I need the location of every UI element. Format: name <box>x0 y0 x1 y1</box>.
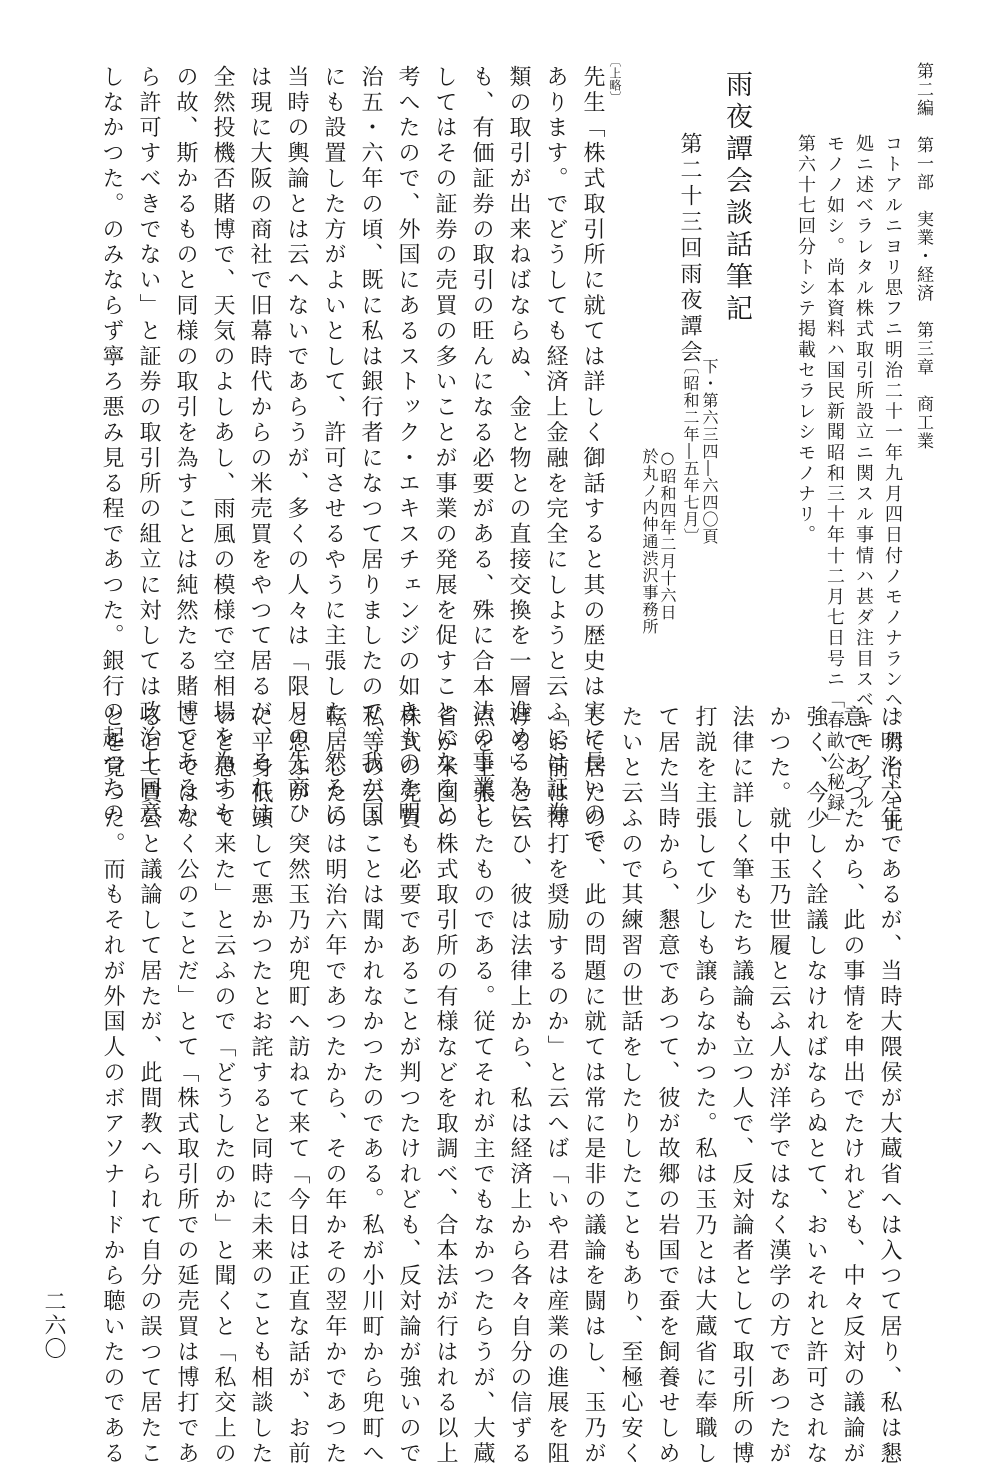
body-line: ら許可すべきでない」と証券の取引所の組立に対しては政治上同意 <box>136 65 161 827</box>
body-line: 考へたので、外国にあるストック・エキスチェンジの如きものを明 <box>395 65 420 827</box>
body-line: ことではなく公のことだ」とて「株式取引所での延売買は博打であ <box>174 705 199 1467</box>
body-line: 法律に詳しく筆もたち議論も立つ人で、反対論者として取引所の博 <box>729 705 754 1467</box>
body-line: しなかつた。のみならず寧ろ悪み見る程であつた。銀行の起つたの <box>99 65 124 827</box>
page-number: 二六〇 <box>41 1290 66 1361</box>
body-line: してはその証券の売買の多いことが事業の発展を促すことになると <box>432 65 457 827</box>
body-line: 省が米国の株式取引所の有様などを取調べ、合本法が行はれる以上 <box>433 705 458 1467</box>
body-line: 類の取引が出来ねばならぬ、金と物との直接交換を一層進める為に <box>506 65 531 827</box>
body-line: とを覚つた。而もそれが外国人のボアソナードから聴いたのである <box>100 705 125 1467</box>
meeting-date: ○昭和四年二月十六日 <box>658 448 677 621</box>
source-volume: 下・第六三四―六四〇頁 <box>700 358 719 545</box>
document-title: 雨夜譚会談話筆記 <box>721 70 752 326</box>
note-line: コトアルニヨリ思フニ明治二十一年九月四日付ノモノナランヘ。然レドモ此 <box>882 134 903 835</box>
body-line: の故、斯かるものと同様の取引を為すことは純然たる賭博であるか <box>173 65 198 827</box>
body-line: あります。でどうしても経済上金融を完全にしようと云ふには証券 <box>543 65 568 827</box>
meeting-title: 第二十三回雨夜譚会 <box>677 132 702 366</box>
source-years: 〔昭和二年―五年七月〕 <box>681 358 700 545</box>
body-line: るとて貴公と議論して居たが、此間教へられて自分の誤つて居たこ <box>137 705 162 1467</box>
body-line: いと思つて来た」と云ふので「どうしたのか」と聞くと「私交上の <box>211 705 236 1467</box>
body-line: は現に大阪の商社で旧幕時代からの米売買をやつて居るが、それは <box>247 65 272 827</box>
body-line: 転居したのは明治六年であつたから、その年かその翌年かであつた <box>322 705 347 1467</box>
body-line: して居たので、此の問題に就ては常に是非の議論を闘はし、玉乃が <box>581 705 606 1467</box>
note-line: 処ニ述ベラレタル株式取引所設立ニ関スル事情ハ甚ダ注目スベキモノアル <box>853 134 874 814</box>
body-line: 当時の輿論とは云へないであらうが、多くの人々は「限月の先商ひ <box>284 65 309 827</box>
body-line: て居た当時から、懇意であつて、彼が故郷の岩国で蚕を飼養せしめ <box>655 705 680 1467</box>
body-line: は明治六年であるが、当時大隈侯が大蔵省へは入つて居り、私は懇 <box>877 705 902 1467</box>
body-line: 「お前は博打を奨励するのか」と云へば「いや君は産業の進展を阻 <box>544 705 569 1467</box>
body-line: と思ふが、突然玉乃が兜町へ訪ねて来て「今日は正直な話が、お前 <box>285 705 310 1467</box>
body-line: 強く、今少しく詮議しなければならぬとて、おいそれと許可されな <box>803 705 828 1467</box>
body-line: にも設置した方がよいとして、許可させるやうに主張した。然るに <box>321 65 346 827</box>
body-line: 打説を主張して少しも譲らなかつた。私は玉乃とは大蔵省に奉職し <box>692 705 717 1467</box>
running-header: 第二編 第一部 実業・経済 第三章 商工業 <box>913 62 933 451</box>
body-line: げる」と云ひ、彼は法律上から、私は経済上から各々自分の信ずる <box>507 705 532 1467</box>
body-line: 私等の云ふことは聞かれなかつたのである。私が小川町から兜町へ <box>359 705 384 1467</box>
body-line: 治五・六年の頃、既に私は銀行者になつて居りましたので、我が国 <box>358 65 383 827</box>
body-line: かつた。就中玉乃世履と云ふ人が洋学ではなく漢学の方であつたが <box>766 705 791 1467</box>
body-line: も、有価証券の取引の旺んになる必要がある、殊に合本法の事業と <box>469 65 494 827</box>
body-line: 意であつたから、此の事情を申出でたけれども、中々反対の議論が <box>840 705 865 1467</box>
omission-mark: 〔上略〕 <box>608 55 622 103</box>
body-line: 先生「株式取引所に就ては詳しく御話すると其の歴史は実に長いので <box>580 65 605 853</box>
note-line: モノノ如シ。尚本資料ハ国民新聞昭和三十年十二月七日号ニ「春畝公秘録」 <box>824 134 845 835</box>
note-line: 第六十七回分トシテ掲載セラレシモノナリ。 <box>795 134 816 546</box>
body-line: 点を主張したものである。従てそれが主でもなかつたらうが、大蔵 <box>470 705 495 1467</box>
body-line: に平身低頭して悪かつたとお詫すると同時に未来のことも相談した <box>248 705 273 1467</box>
body-line: 全然投機否賭博で、天気のよしあし、雨風の模様で空相場を為すも <box>210 65 235 827</box>
body-line: たいと云ふので其練習の世話をしたりしたこともあり、至極心安く <box>618 705 643 1467</box>
meeting-place: 於丸ノ内仲通渋沢事務所 <box>640 448 659 635</box>
body-line: 株式の売買も必要であることが判つたけれども、反対論が強いので <box>396 705 421 1467</box>
